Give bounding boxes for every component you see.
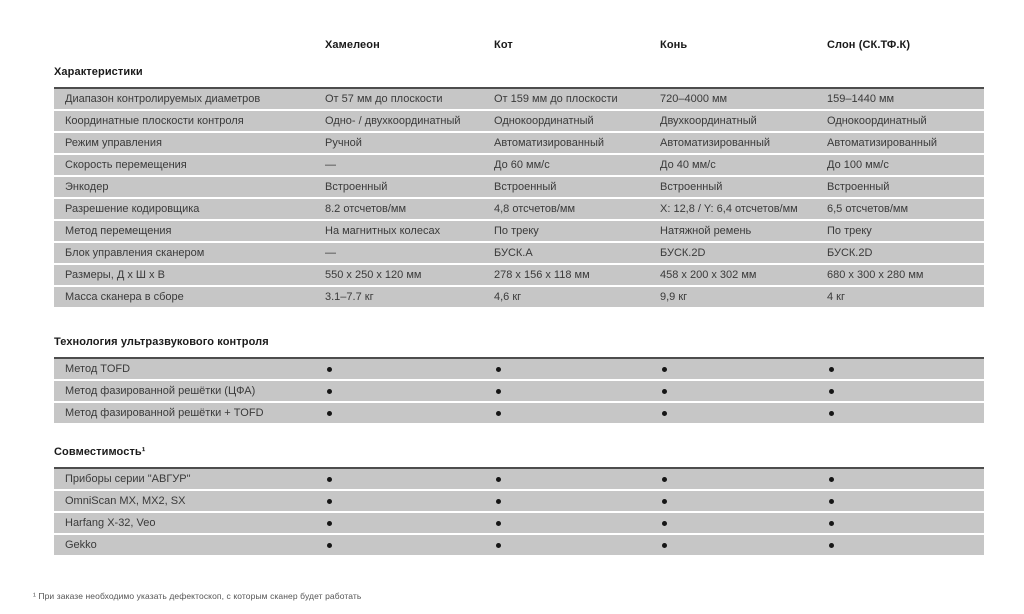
table-row bbox=[54, 177, 984, 197]
cell-value bbox=[325, 543, 494, 548]
feature-dot-icon bbox=[327, 499, 332, 504]
feature-dot-icon bbox=[662, 521, 667, 526]
cell-value: БУСК.А bbox=[494, 247, 533, 259]
cell-value: По треку bbox=[494, 225, 539, 237]
cell-value: Встроенный bbox=[660, 181, 723, 193]
cell-value bbox=[325, 521, 494, 526]
cell-value bbox=[827, 367, 984, 372]
feature-dot-icon bbox=[662, 499, 667, 504]
cell-value: По треку bbox=[827, 225, 872, 237]
feature-dot-icon bbox=[662, 411, 667, 416]
cell-value: БУСК.2D bbox=[827, 247, 873, 259]
cell-value bbox=[494, 389, 660, 394]
feature-dot-icon bbox=[327, 477, 332, 482]
row-label: Диапазон контролируемых диаметров bbox=[65, 93, 261, 105]
feature-dot-icon bbox=[662, 543, 667, 548]
feature-dot-icon bbox=[829, 389, 834, 394]
section-title: Совместимость¹ bbox=[54, 446, 146, 458]
cell-value bbox=[494, 477, 660, 482]
feature-dot-icon bbox=[496, 521, 501, 526]
cell-value bbox=[325, 367, 494, 372]
feature-dot-icon bbox=[327, 521, 332, 526]
row-label: Блок управления сканером bbox=[65, 247, 205, 259]
cell-value: Однокоординатный bbox=[827, 115, 927, 127]
cell-value: Встроенный bbox=[325, 181, 388, 193]
cell-value bbox=[325, 499, 494, 504]
cell-value: Автоматизированный bbox=[660, 137, 771, 149]
cell-value: 4,8 отсчетов/мм bbox=[494, 203, 576, 215]
row-label: Энкодер bbox=[65, 181, 109, 193]
row-label: OmniScan MX, MX2, SX bbox=[65, 495, 186, 507]
feature-dot-icon bbox=[496, 389, 501, 394]
cell-value: 3.1–7.7 кг bbox=[325, 291, 374, 303]
cell-value: На магнитных колесах bbox=[325, 225, 441, 237]
cell-value: 6,5 отсчетов/мм bbox=[827, 203, 909, 215]
row-label: Масса сканера в сборе bbox=[65, 291, 184, 303]
table-section bbox=[54, 335, 984, 423]
cell-value: До 100 мм/с bbox=[827, 159, 889, 171]
feature-dot-icon bbox=[496, 367, 501, 372]
cell-value bbox=[325, 477, 494, 482]
feature-dot-icon bbox=[662, 477, 667, 482]
table-row bbox=[54, 243, 984, 263]
cell-value bbox=[660, 543, 827, 548]
table-row bbox=[54, 89, 984, 109]
column-header: Кот bbox=[494, 39, 513, 51]
comparison-table bbox=[54, 0, 984, 555]
cell-value: От 57 мм до плоскости bbox=[325, 93, 443, 105]
table-section bbox=[54, 65, 984, 307]
table-row bbox=[54, 403, 984, 423]
cell-value bbox=[660, 367, 827, 372]
section-title: Характеристики bbox=[54, 66, 143, 78]
feature-dot-icon bbox=[829, 543, 834, 548]
table-section bbox=[54, 445, 984, 555]
cell-value: 550 x 250 x 120 мм bbox=[325, 269, 422, 281]
cell-value bbox=[660, 411, 827, 416]
cell-value: Автоматизированный bbox=[494, 137, 605, 149]
feature-dot-icon bbox=[496, 411, 501, 416]
cell-value: Однокоординатный bbox=[494, 115, 594, 127]
cell-value bbox=[494, 521, 660, 526]
cell-value bbox=[325, 389, 494, 394]
feature-dot-icon bbox=[327, 367, 332, 372]
cell-value: 458 x 200 x 302 мм bbox=[660, 269, 757, 281]
table-row bbox=[54, 221, 984, 241]
row-label: Метод TOFD bbox=[65, 363, 131, 375]
table-row bbox=[54, 265, 984, 285]
cell-value: Встроенный bbox=[494, 181, 557, 193]
cell-value: — bbox=[325, 159, 336, 171]
row-label: Метод фазированной решётки (ЦФА) bbox=[65, 385, 256, 397]
cell-value bbox=[494, 543, 660, 548]
feature-dot-icon bbox=[829, 367, 834, 372]
row-label: Harfang X-32, Veo bbox=[65, 517, 156, 529]
row-label: Метод фазированной решётки + TOFD bbox=[65, 407, 264, 419]
cell-value: Двухкоординатный bbox=[660, 115, 757, 127]
column-header: Конь bbox=[660, 39, 688, 51]
cell-value bbox=[827, 477, 984, 482]
cell-value bbox=[827, 543, 984, 548]
cell-value: Одно- / двухкоординатный bbox=[325, 115, 461, 127]
column-header-row bbox=[54, 0, 984, 52]
table-row bbox=[54, 359, 984, 379]
cell-value: Ручной bbox=[325, 137, 362, 149]
cell-value: X: 12,8 / Y: 6,4 отсчетов/мм bbox=[660, 203, 798, 215]
row-label: Скорость перемещения bbox=[65, 159, 187, 171]
feature-dot-icon bbox=[829, 477, 834, 482]
section-table bbox=[54, 357, 984, 423]
feature-dot-icon bbox=[327, 389, 332, 394]
table-row bbox=[54, 469, 984, 489]
cell-value bbox=[660, 521, 827, 526]
table-sections bbox=[54, 65, 984, 555]
table-row bbox=[54, 155, 984, 175]
table-row bbox=[54, 199, 984, 219]
cell-value bbox=[494, 367, 660, 372]
cell-value: БУСК.2D bbox=[660, 247, 706, 259]
cell-value: От 159 мм до плоскости bbox=[494, 93, 618, 105]
feature-dot-icon bbox=[327, 543, 332, 548]
cell-value: Натяжной ремень bbox=[660, 225, 752, 237]
feature-dot-icon bbox=[829, 521, 834, 526]
cell-value bbox=[660, 477, 827, 482]
row-label: Координатные плоскости контроля bbox=[65, 115, 244, 127]
table-row bbox=[54, 111, 984, 131]
cell-value bbox=[325, 411, 494, 416]
table-row bbox=[54, 535, 984, 555]
feature-dot-icon bbox=[496, 477, 501, 482]
section-table bbox=[54, 87, 984, 307]
cell-value bbox=[827, 389, 984, 394]
row-label: Разрешение кодировщика bbox=[65, 203, 200, 215]
cell-value bbox=[494, 499, 660, 504]
cell-value: 720–4000 мм bbox=[660, 93, 728, 105]
cell-value: До 40 мм/с bbox=[660, 159, 716, 171]
cell-value bbox=[827, 521, 984, 526]
feature-dot-icon bbox=[662, 367, 667, 372]
table-row bbox=[54, 513, 984, 533]
section-title: Технология ультразвукового контроля bbox=[54, 336, 269, 348]
cell-value: 4 кг bbox=[827, 291, 845, 303]
cell-value bbox=[660, 499, 827, 504]
row-label: Метод перемещения bbox=[65, 225, 172, 237]
table-row bbox=[54, 287, 984, 307]
feature-dot-icon bbox=[327, 411, 332, 416]
cell-value bbox=[827, 411, 984, 416]
footnote: ¹ При заказе необходимо указать дефектоскоп, с которым сканер будет работать bbox=[33, 591, 362, 601]
table-row bbox=[54, 491, 984, 511]
cell-value: До 60 мм/с bbox=[494, 159, 550, 171]
cell-value: 8.2 отсчетов/мм bbox=[325, 203, 407, 215]
row-label: Приборы серии "АВГУР" bbox=[65, 473, 191, 485]
feature-dot-icon bbox=[496, 543, 501, 548]
cell-value bbox=[660, 389, 827, 394]
cell-value: 159–1440 мм bbox=[827, 93, 895, 105]
table-row bbox=[54, 381, 984, 401]
cell-value: 4,6 кг bbox=[494, 291, 522, 303]
cell-value: Автоматизированный bbox=[827, 137, 938, 149]
cell-value: 680 x 300 x 280 мм bbox=[827, 269, 924, 281]
feature-dot-icon bbox=[662, 389, 667, 394]
column-header: Хамелеон bbox=[325, 39, 380, 51]
cell-value: 278 x 156 x 118 мм bbox=[494, 269, 590, 281]
cell-value: — bbox=[325, 247, 336, 259]
row-label: Режим управления bbox=[65, 137, 162, 149]
column-header: Слон (СК.ТФ.К) bbox=[827, 39, 911, 51]
feature-dot-icon bbox=[829, 499, 834, 504]
row-label: Размеры, Д х Ш х В bbox=[65, 269, 165, 281]
table-row bbox=[54, 133, 984, 153]
row-label: Gekko bbox=[65, 539, 97, 551]
section-table bbox=[54, 467, 984, 555]
cell-value: 9,9 кг bbox=[660, 291, 688, 303]
cell-value: Встроенный bbox=[827, 181, 890, 193]
feature-dot-icon bbox=[496, 499, 501, 504]
cell-value bbox=[827, 499, 984, 504]
feature-dot-icon bbox=[829, 411, 834, 416]
cell-value bbox=[494, 411, 660, 416]
